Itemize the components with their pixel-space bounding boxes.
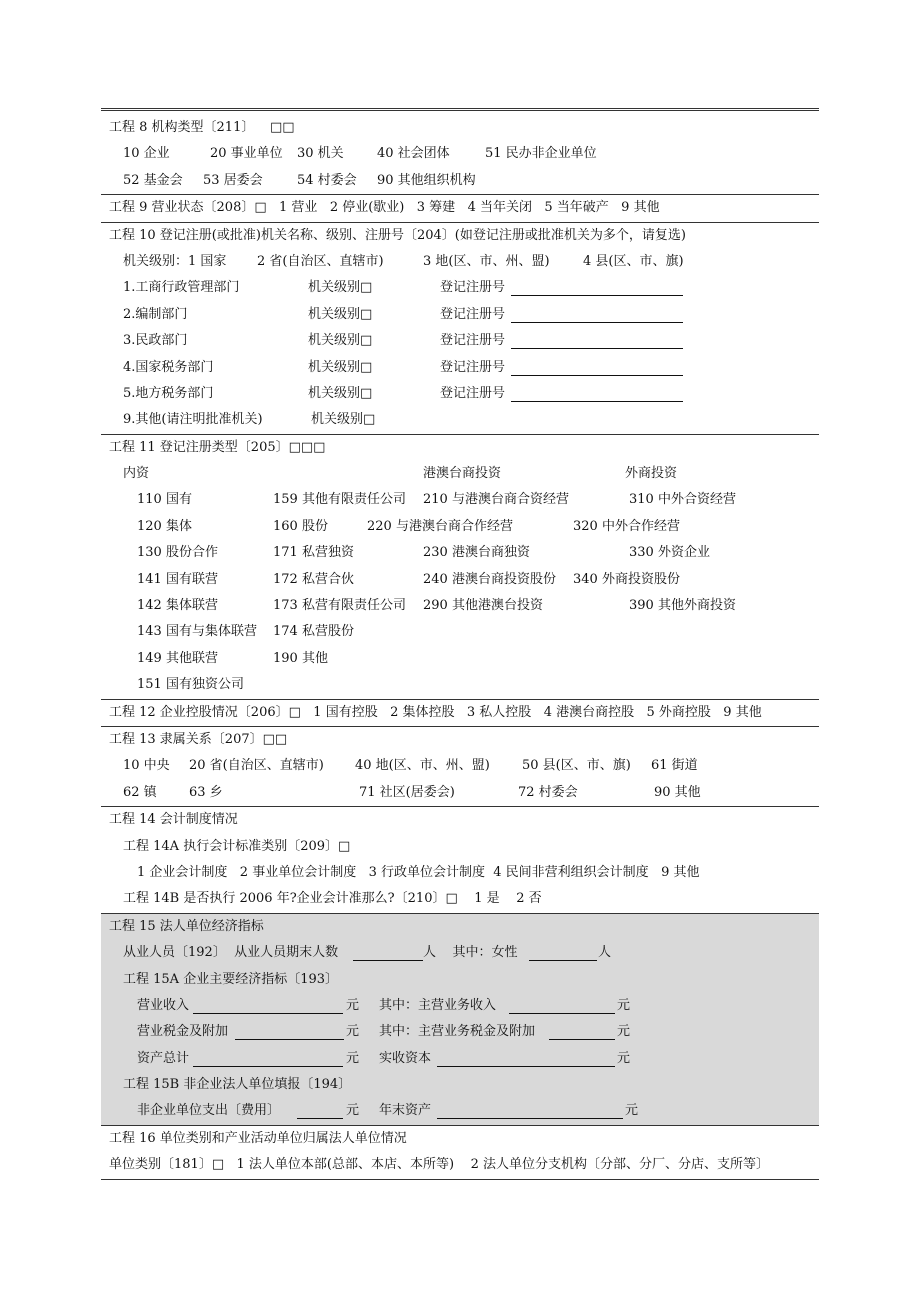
section-15a-title: 工程 15A 企业主要经济指标〔193〕	[123, 971, 339, 987]
section-8-org-type	[101, 111, 819, 195]
type-option: 290 其他港澳台投资	[423, 598, 543, 614]
section-9-line: 工程 9 营业状态〔208〕□ 1 营业 2 停业(歇业) 3 筹建 4 当年关闭 5 当年破产 9 其他	[109, 200, 660, 216]
section-14a-title: 工程 14A 执行会计标准类别〔209〕□	[123, 838, 351, 854]
dept-row	[101, 407, 819, 433]
capital-label: 实收资本	[379, 1050, 432, 1066]
option-item: 62 镇	[123, 784, 157, 800]
tax-field[interactable]	[235, 1026, 344, 1040]
column-heading: 港澳台商投资	[423, 466, 502, 482]
option-item: 71 社区(居委会)	[359, 784, 455, 800]
tax-label: 营业税金及附加	[137, 1024, 229, 1040]
level-option: 2 省(自治区、直辖市)	[257, 253, 384, 269]
reg-number-label: 登记注册号	[440, 359, 506, 375]
year-assets-field[interactable]	[437, 1105, 623, 1119]
type-option: 220 与港澳台商合作经营	[367, 518, 513, 534]
dept-row	[101, 302, 819, 328]
type-option: 120 集体	[137, 518, 192, 534]
dept-row	[101, 355, 819, 381]
section-14-accounting	[101, 807, 819, 914]
option-item: 90 其他组织机构	[377, 172, 476, 188]
dept-row	[101, 275, 819, 301]
option-item: 10 中央	[123, 758, 170, 774]
unit-label: 元	[617, 1050, 631, 1066]
type-option: 160 股份	[273, 518, 328, 534]
reg-number-field[interactable]	[511, 335, 683, 349]
expense-label: 非企业单位支出〔费用〕	[137, 1103, 281, 1119]
reg-number-label: 登记注册号	[440, 280, 506, 296]
unit-label: 元	[346, 1050, 360, 1066]
main-revenue-field[interactable]	[509, 1000, 615, 1014]
type-row	[101, 672, 819, 698]
level-checkbox[interactable]: 机关级别□	[311, 412, 376, 428]
type-option: 230 港澳台商独资	[423, 545, 530, 561]
section-16-line: 单位类别〔181〕□ 1 法人单位本部(总部、本店、本所等) 2 法人单位分支机构〔分部、分厂、分店、支所等〕	[109, 1157, 769, 1173]
level-checkbox[interactable]: 机关级别□	[308, 280, 373, 296]
type-option: 149 其他联营	[137, 650, 218, 666]
type-row	[101, 487, 819, 513]
reg-number-label: 登记注册号	[440, 306, 506, 322]
level-option: 4 县(区、市、旗)	[583, 253, 684, 269]
type-option: 172 私营合伙	[273, 571, 354, 587]
section-11-registration-type	[101, 435, 819, 700]
employees-female-field[interactable]	[529, 947, 597, 961]
section-13-affiliation	[101, 727, 819, 807]
section-10-title: 工程 10 登记注册(或批准)机关名称、级别、注册号〔204〕(如登记注册或批准机关为多个，请复选)	[109, 227, 686, 243]
type-row	[101, 646, 819, 672]
unit-label: 元	[346, 1103, 360, 1119]
type-option: 310 中外合资经营	[629, 492, 736, 508]
option-item: 63 乡	[189, 784, 223, 800]
unit-label: 元	[617, 1024, 631, 1040]
expense-field[interactable]	[297, 1105, 343, 1119]
type-option: 173 私营有限责任公司	[273, 598, 406, 614]
section-10-registration-authority	[101, 223, 819, 435]
reg-number-field[interactable]	[511, 309, 683, 323]
main-tax-field[interactable]	[549, 1026, 615, 1040]
section-15b-title: 工程 15B 非企业法人单位填报〔194〕	[123, 1077, 352, 1093]
type-option: 330 外资企业	[629, 545, 710, 561]
survey-form	[101, 108, 819, 1180]
reg-number-label: 登记注册号	[440, 333, 506, 349]
option-item: 40 社会团体	[377, 146, 450, 162]
employees-label: 从业人员〔192〕 从业人员期末人数	[123, 945, 339, 961]
option-item: 20 省(自治区、直辖市)	[189, 758, 324, 774]
section-11-title: 工程 11 登记注册类型〔205〕□□□	[109, 439, 326, 455]
dept-name: 9.其他(请注明批准机关)	[123, 412, 263, 428]
level-option: 3 地(区、市、州、盟)	[423, 253, 550, 269]
option-item: 51 民办非企业单位	[485, 146, 597, 162]
type-row	[101, 619, 819, 645]
unit-label: 元	[617, 997, 631, 1013]
type-option: 320 中外合作经营	[573, 518, 680, 534]
unit-label: 人	[598, 945, 612, 961]
revenue-label: 营业收入	[137, 997, 190, 1013]
level-checkbox[interactable]: 机关级别□	[308, 385, 373, 401]
level-checkbox[interactable]: 机关级别□	[308, 359, 373, 375]
section-14-title: 工程 14 会计制度情况	[109, 812, 238, 828]
employees-total-field[interactable]	[353, 947, 423, 961]
capital-field[interactable]	[437, 1053, 615, 1067]
option-item: 10 企业	[123, 146, 170, 162]
type-option: 340 外商投资股份	[573, 571, 680, 587]
dept-name: 4.国家税务部门	[123, 359, 214, 375]
type-option: 151 国有独资公司	[137, 677, 244, 693]
unit-label: 元	[346, 1024, 360, 1040]
type-row	[101, 514, 819, 540]
section-14a-options: 1 企业会计制度 2 事业单位会计制度 3 行政单位会计制度 4 民间非营利组织会计制度 9 其他	[137, 864, 700, 880]
female-label: 人 其中：女性	[423, 945, 518, 961]
option-item: 30 机关	[297, 146, 344, 162]
assets-label: 资产总计	[137, 1050, 190, 1066]
level-checkbox[interactable]: 机关级别□	[308, 333, 373, 349]
option-item: 61 街道	[651, 758, 698, 774]
option-item: 20 事业单位	[210, 146, 283, 162]
type-option: 210 与港澳台商合资经营	[423, 492, 569, 508]
type-option: 174 私营股份	[273, 624, 354, 640]
option-item: 50 县(区、市、旗)	[522, 758, 631, 774]
level-option: 机关级别：1 国家	[123, 253, 227, 269]
main-revenue-label: 其中：主营业务收入	[379, 997, 497, 1013]
type-option: 190 其他	[273, 650, 328, 666]
type-row	[101, 540, 819, 566]
assets-field[interactable]	[193, 1053, 343, 1067]
type-option: 171 私营独资	[273, 545, 354, 561]
section-16-title: 工程 16 单位类别和产业活动单位归属法人单位情况	[109, 1130, 407, 1146]
unit-label: 元	[346, 997, 360, 1013]
option-item: 52 基金会	[123, 172, 183, 188]
dept-name: 5.地方税务部门	[123, 385, 214, 401]
type-option: 240 港澳台商投资股份	[423, 571, 556, 587]
dept-name: 1.工商行政管理部门	[123, 280, 240, 296]
type-row	[101, 593, 819, 619]
type-option: 143 国有与集体联营	[137, 624, 257, 640]
section-13-title: 工程 13 隶属关系〔207〕□□	[109, 731, 288, 747]
reg-number-field[interactable]	[511, 388, 683, 402]
revenue-field[interactable]	[193, 1000, 343, 1014]
option-item: 53 居委会	[203, 172, 263, 188]
option-item: 90 其他	[654, 784, 701, 800]
section-8-code-boxes[interactable]: □□	[270, 120, 295, 135]
dept-row	[101, 328, 819, 354]
section-12-holding	[101, 700, 819, 727]
reg-number-label: 登记注册号	[440, 385, 506, 401]
section-15-title: 工程 15 法人单位经济指标	[109, 918, 264, 934]
column-heading: 外商投资	[625, 466, 678, 482]
option-item: 54 村委会	[297, 172, 357, 188]
main-tax-label: 其中：主营业务税金及附加	[379, 1024, 536, 1040]
dept-name: 2.编制部门	[123, 306, 188, 322]
unit-label: 元	[625, 1103, 639, 1119]
year-assets-label: 年末资产	[379, 1103, 432, 1119]
dept-row	[101, 381, 819, 407]
section-15-economic-indicators	[101, 914, 819, 1126]
type-option: 110 国有	[137, 492, 192, 508]
section-8-title: 工程 8 机构类型〔211〕	[109, 120, 255, 135]
dept-name: 3.民政部门	[123, 333, 188, 349]
section-16-unit-category	[101, 1126, 819, 1180]
section-9-business-status	[101, 195, 819, 222]
section-14b-line: 工程 14B 是否执行 2006 年?企业会计准那么?〔210〕□ 1 是 2 否	[123, 891, 542, 907]
type-option: 130 股份合作	[137, 545, 218, 561]
type-row	[101, 567, 819, 593]
type-option: 142 集体联营	[137, 598, 218, 614]
reg-number-field[interactable]	[511, 362, 683, 376]
type-option: 390 其他外商投资	[629, 598, 736, 614]
type-option: 159 其他有限责任公司	[273, 492, 406, 508]
type-option: 141 国有联营	[137, 571, 218, 587]
option-item: 72 村委会	[518, 784, 578, 800]
reg-number-field[interactable]	[511, 282, 683, 296]
column-heading: 内资	[123, 466, 150, 482]
section-12-line: 工程 12 企业控股情况〔206〕□ 1 国有控股 2 集体控股 3 私人控股 4 港澳台商控股 5 外商控股 9 其他	[109, 704, 762, 720]
level-checkbox[interactable]: 机关级别□	[308, 306, 373, 322]
option-item: 40 地(区、市、州、盟)	[355, 758, 490, 774]
